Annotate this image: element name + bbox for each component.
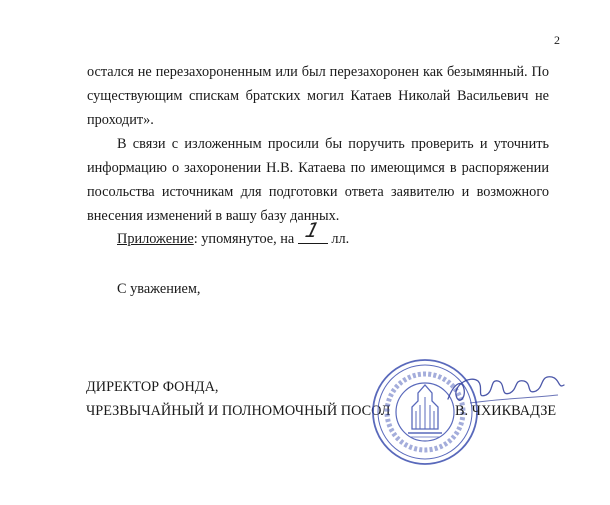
signatory-title-line-1: ДИРЕКТОР ФОНДА, xyxy=(86,379,219,395)
page-number: 2 xyxy=(554,33,560,47)
paragraph-request xyxy=(87,132,549,228)
attachment-text: : упомянутое, на xyxy=(193,231,298,247)
paragraph-line: проходит». xyxy=(87,112,154,128)
paragraph-line: внесения изменений в вашу базу данных. xyxy=(87,208,340,224)
paragraph-line: В связи с изложенным просили бы поручить проверить и уточнить xyxy=(117,136,549,152)
paragraph-line: информацию о захоронении Н.В. Катаева по имеющимся в распоряжении xyxy=(87,160,549,176)
attachment-line xyxy=(117,218,350,248)
signatory-title-line-2: ЧРЕЗВЫЧАЙНЫЙ И ПОЛНОМОЧНЫЙ ПОСОЛ xyxy=(86,403,391,419)
closing-salutation: С уважением, xyxy=(117,281,201,297)
paragraph-continuation xyxy=(87,60,549,132)
attachment-unit: лл. xyxy=(327,231,350,247)
attachment-count-value: 1 xyxy=(303,218,323,242)
paragraph-line: существующим спискам братских могил Катаев Николай Васильевич не xyxy=(87,88,549,104)
attachment-page-count xyxy=(298,218,328,244)
signatory-name: В. ЧХИКВАДЗЕ xyxy=(455,403,557,419)
paragraph-line: посольства источникам для подготовки ответа заявителю и возможного xyxy=(87,184,549,200)
paragraph-line: остался не перезахороненным или был перезахоронен как безымянный. По xyxy=(87,64,549,80)
attachment-label: Приложение xyxy=(117,231,194,247)
